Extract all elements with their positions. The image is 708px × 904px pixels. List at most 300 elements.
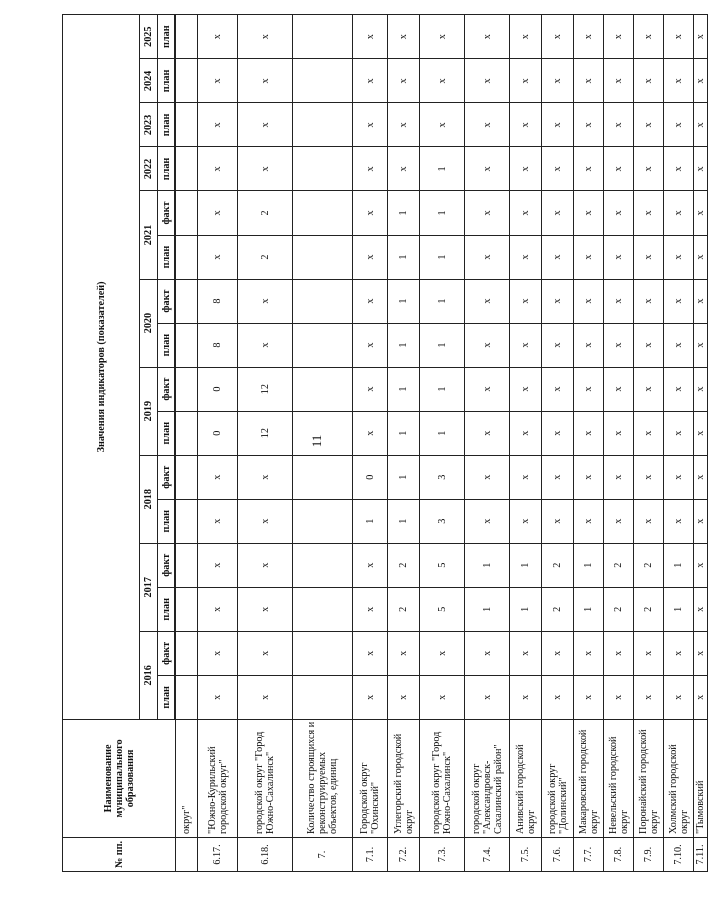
value-cell: х xyxy=(664,15,694,59)
row-number: 6.17. xyxy=(198,837,238,871)
value-cell: х xyxy=(465,279,510,323)
value-cell: х xyxy=(664,279,694,323)
value-cell: 1 xyxy=(420,323,465,367)
value-cell: х xyxy=(574,59,604,103)
value-cell: х xyxy=(634,367,664,411)
value-cell: х xyxy=(604,455,634,499)
value-cell: 8 xyxy=(198,279,238,323)
value-cell: 2 xyxy=(634,587,664,631)
value-cell: х xyxy=(604,499,634,543)
value-cell: х xyxy=(510,675,542,719)
value-cell: х xyxy=(694,455,708,499)
value-cell: х xyxy=(542,631,574,675)
value-cell: х xyxy=(238,455,293,499)
plan-fact-header: факт xyxy=(158,367,175,411)
value-cell xyxy=(176,279,198,323)
table-row xyxy=(664,15,694,872)
table-body xyxy=(176,15,708,872)
value-cell: х xyxy=(465,631,510,675)
value-cell: х xyxy=(694,191,708,235)
value-cell: х xyxy=(664,411,694,455)
value-cell: х xyxy=(353,147,388,191)
plan-fact-header: план xyxy=(158,59,175,103)
value-cell: х xyxy=(634,279,664,323)
year-header: 2022 xyxy=(140,147,158,191)
value-cell: х xyxy=(664,455,694,499)
year-header: 2017 xyxy=(140,543,158,631)
value-cell: х xyxy=(238,103,293,147)
row-name: городской округ "Город Южно-Сахалинск" xyxy=(420,719,465,837)
value-cell: 1 xyxy=(388,411,420,455)
value-cell: х xyxy=(694,15,708,59)
value-cell: х xyxy=(420,631,465,675)
plan-fact-header: план xyxy=(158,103,175,147)
row-name: городской округ "Александровск-Сахалинский район" xyxy=(465,719,510,837)
value-cell: х xyxy=(510,15,542,59)
value-cell: 1 xyxy=(420,235,465,279)
value-cell: х xyxy=(664,147,694,191)
value-cell: х xyxy=(238,587,293,631)
value-cell: х xyxy=(465,191,510,235)
value-cell xyxy=(293,103,353,147)
table-row xyxy=(634,15,664,872)
value-cell: х xyxy=(238,543,293,587)
value-cell: х xyxy=(574,455,604,499)
value-cell: 1 xyxy=(388,235,420,279)
value-cell: х xyxy=(574,411,604,455)
row-number: 7. xyxy=(293,837,353,871)
value-cell: х xyxy=(198,543,238,587)
value-cell: х xyxy=(353,279,388,323)
value-cell: х xyxy=(510,147,542,191)
value-cell: 2 xyxy=(238,191,293,235)
value-cell: х xyxy=(353,15,388,59)
value-cell: х xyxy=(634,675,664,719)
value-cell: х xyxy=(694,59,708,103)
plan-fact-header: план xyxy=(158,587,175,631)
value-cell: х xyxy=(353,59,388,103)
value-cell: х xyxy=(664,631,694,675)
value-cell xyxy=(293,543,353,587)
value-cell: х xyxy=(238,15,293,59)
row-number: 7.9. xyxy=(634,837,664,871)
row-number: 7.3. xyxy=(420,837,465,871)
value-cell: х xyxy=(353,675,388,719)
value-cell: х xyxy=(542,411,574,455)
value-cell xyxy=(176,147,198,191)
value-cell: х xyxy=(634,191,664,235)
value-cell: 2 xyxy=(388,543,420,587)
value-cell: х xyxy=(238,147,293,191)
plan-fact-header: факт xyxy=(158,631,175,675)
value-cell xyxy=(293,499,353,543)
value-cell xyxy=(176,59,198,103)
table-row xyxy=(353,15,388,872)
table-row xyxy=(388,15,420,872)
value-cell: х xyxy=(542,279,574,323)
value-cell: х xyxy=(353,323,388,367)
value-cell: х xyxy=(465,323,510,367)
value-cell: х xyxy=(465,103,510,147)
row-name: Холмский городской округ xyxy=(664,719,694,837)
value-cell xyxy=(293,235,353,279)
value-cell: х xyxy=(388,59,420,103)
value-cell: х xyxy=(420,675,465,719)
value-cell: х xyxy=(634,59,664,103)
value-cell: х xyxy=(510,235,542,279)
plan-fact-header: план xyxy=(158,15,175,59)
row-name: Количество строящихся и реконструируемых объектов, единиц xyxy=(293,719,353,837)
value-cell: 1 xyxy=(388,499,420,543)
value-cell: х xyxy=(420,103,465,147)
year-header: 2021 xyxy=(140,191,158,279)
value-cell: х xyxy=(694,147,708,191)
value-cell: х xyxy=(634,411,664,455)
year-header: 2024 xyxy=(140,59,158,103)
value-cell xyxy=(176,103,198,147)
page-number: 11 xyxy=(309,434,324,448)
row-name: Макаровский городской округ xyxy=(574,719,604,837)
value-cell: 1 xyxy=(465,543,510,587)
year-header: 2016 xyxy=(140,631,158,719)
value-cell: х xyxy=(510,411,542,455)
value-cell: х xyxy=(634,323,664,367)
value-cell: х xyxy=(604,15,634,59)
value-cell: 1 xyxy=(510,587,542,631)
table-row xyxy=(198,15,238,872)
value-cell: х xyxy=(198,15,238,59)
value-cell: х xyxy=(353,587,388,631)
value-cell: х xyxy=(238,499,293,543)
value-cell: 1 xyxy=(420,411,465,455)
value-cell: 0 xyxy=(198,367,238,411)
value-cell: х xyxy=(353,235,388,279)
value-cell: х xyxy=(198,103,238,147)
year-header: 2023 xyxy=(140,103,158,147)
row-number: 7.2. xyxy=(388,837,420,871)
value-cell: х xyxy=(353,103,388,147)
value-cell: х xyxy=(465,15,510,59)
value-cell xyxy=(176,455,198,499)
plan-fact-header: план xyxy=(158,411,175,455)
value-cell: х xyxy=(694,103,708,147)
value-cell xyxy=(293,323,353,367)
table-row xyxy=(542,15,574,872)
value-cell: х xyxy=(353,367,388,411)
value-cell xyxy=(176,543,198,587)
value-cell: х xyxy=(198,191,238,235)
value-cell: 3 xyxy=(420,455,465,499)
value-cell: х xyxy=(574,323,604,367)
row-name: Городской округ "Охинский" xyxy=(353,719,388,837)
value-cell: х xyxy=(694,323,708,367)
value-cell: х xyxy=(664,367,694,411)
value-cell xyxy=(293,279,353,323)
year-header: 2020 xyxy=(140,279,158,367)
value-cell: х xyxy=(634,455,664,499)
value-cell xyxy=(293,59,353,103)
value-cell: х xyxy=(694,279,708,323)
value-cell: х xyxy=(604,103,634,147)
value-cell: х xyxy=(510,279,542,323)
indicators-table xyxy=(62,14,708,872)
value-cell xyxy=(293,367,353,411)
value-cell: 2 xyxy=(634,543,664,587)
value-cell: 2 xyxy=(238,235,293,279)
value-cell: 1 xyxy=(388,323,420,367)
table-row xyxy=(604,15,634,872)
value-cell: х xyxy=(542,323,574,367)
value-cell xyxy=(293,15,353,59)
row-number: 7.7. xyxy=(574,837,604,871)
value-cell: х xyxy=(542,147,574,191)
value-cell: 1 xyxy=(420,279,465,323)
value-cell xyxy=(176,499,198,543)
plan-fact-header: план xyxy=(158,323,175,367)
value-cell: х xyxy=(238,323,293,367)
value-cell: х xyxy=(664,191,694,235)
value-cell: х xyxy=(542,191,574,235)
plan-fact-header: факт xyxy=(158,279,175,323)
plan-fact-header: факт xyxy=(158,455,175,499)
value-cell: х xyxy=(694,587,708,631)
value-cell xyxy=(293,191,353,235)
value-cell: 5 xyxy=(420,587,465,631)
value-cell: х xyxy=(465,147,510,191)
value-cell: х xyxy=(388,15,420,59)
value-cell: х xyxy=(510,367,542,411)
value-cell: 1 xyxy=(420,367,465,411)
value-cell xyxy=(176,631,198,675)
value-cell: 1 xyxy=(388,455,420,499)
value-cell: х xyxy=(574,103,604,147)
value-cell: 1 xyxy=(574,587,604,631)
value-cell: 0 xyxy=(198,411,238,455)
value-cell: х xyxy=(634,15,664,59)
table-row xyxy=(465,15,510,872)
value-cell: 1 xyxy=(664,587,694,631)
row-name: "Южно-Курильский городской округ" xyxy=(198,719,238,837)
value-cell: х xyxy=(238,631,293,675)
value-cell: х xyxy=(510,631,542,675)
value-cell: х xyxy=(353,191,388,235)
value-cell: х xyxy=(198,587,238,631)
value-cell: 2 xyxy=(604,543,634,587)
value-cell: х xyxy=(664,103,694,147)
rotated-table-container xyxy=(62,14,706,872)
indicators-header: Значения индикаторов (показателей) xyxy=(63,15,140,720)
value-cell: х xyxy=(198,631,238,675)
value-cell: х xyxy=(198,147,238,191)
table-row xyxy=(510,15,542,872)
value-cell xyxy=(176,235,198,279)
value-cell: х xyxy=(574,235,604,279)
table-row xyxy=(176,15,198,872)
value-cell: х xyxy=(574,147,604,191)
plan-fact-header: план xyxy=(158,675,175,719)
value-cell: х xyxy=(388,675,420,719)
value-cell: х xyxy=(510,59,542,103)
value-cell: х xyxy=(604,367,634,411)
value-cell: х xyxy=(420,59,465,103)
value-cell: х xyxy=(574,631,604,675)
value-cell: 8 xyxy=(198,323,238,367)
year-header: 2018 xyxy=(140,455,158,543)
value-cell xyxy=(293,675,353,719)
plan-fact-header: план xyxy=(158,147,175,191)
value-cell: х xyxy=(510,323,542,367)
value-cell: х xyxy=(664,675,694,719)
value-cell: х xyxy=(542,59,574,103)
value-cell: х xyxy=(388,103,420,147)
value-cell xyxy=(176,411,198,455)
value-cell: х xyxy=(542,367,574,411)
value-cell: х xyxy=(465,235,510,279)
value-cell: х xyxy=(694,675,708,719)
plan-fact-header: план xyxy=(158,499,175,543)
value-cell: 1 xyxy=(420,147,465,191)
value-cell: х xyxy=(634,631,664,675)
value-cell: х xyxy=(238,675,293,719)
row-name: Невельский городской округ xyxy=(604,719,634,837)
row-number: 7.5. xyxy=(510,837,542,871)
value-cell: 1 xyxy=(388,367,420,411)
row-number: 7.1. xyxy=(353,837,388,871)
value-cell: 2 xyxy=(388,587,420,631)
value-cell: х xyxy=(694,543,708,587)
year-header: 2025 xyxy=(140,15,158,59)
name-header: Наименование муниципального образования xyxy=(63,719,176,837)
value-cell: 5 xyxy=(420,543,465,587)
value-cell: х xyxy=(542,235,574,279)
value-cell: х xyxy=(510,103,542,147)
table-row xyxy=(694,15,708,872)
plan-fact-header: факт xyxy=(158,191,175,235)
value-cell: х xyxy=(694,631,708,675)
value-cell: х xyxy=(604,631,634,675)
value-cell: 1 xyxy=(420,191,465,235)
value-cell xyxy=(176,323,198,367)
value-cell: х xyxy=(353,631,388,675)
row-number: 7.11. xyxy=(694,837,708,871)
value-cell: х xyxy=(465,367,510,411)
value-cell: 12 xyxy=(238,411,293,455)
value-cell: х xyxy=(694,411,708,455)
value-cell xyxy=(176,587,198,631)
value-cell: х xyxy=(353,411,388,455)
value-cell: х xyxy=(465,59,510,103)
value-cell: х xyxy=(574,499,604,543)
value-cell xyxy=(176,367,198,411)
value-cell: х xyxy=(604,147,634,191)
value-cell: 3 xyxy=(420,499,465,543)
value-cell: х xyxy=(198,675,238,719)
row-name: "Тымовский xyxy=(694,719,708,837)
value-cell: х xyxy=(542,103,574,147)
row-name: округ" xyxy=(176,719,198,837)
value-cell: х xyxy=(465,675,510,719)
value-cell: х xyxy=(510,499,542,543)
value-cell: х xyxy=(694,235,708,279)
value-cell: х xyxy=(510,455,542,499)
value-cell: х xyxy=(604,59,634,103)
table-row xyxy=(574,15,604,872)
value-cell: х xyxy=(604,191,634,235)
table-row xyxy=(293,15,353,872)
row-number: 7.6. xyxy=(542,837,574,871)
value-cell: х xyxy=(465,455,510,499)
row-name: городской округ "Долинский" xyxy=(542,719,574,837)
value-cell: 1 xyxy=(465,587,510,631)
row-name: Поронайский городской округ xyxy=(634,719,664,837)
value-cell: х xyxy=(664,59,694,103)
value-cell: х xyxy=(353,543,388,587)
value-cell: 1 xyxy=(664,543,694,587)
value-cell: х xyxy=(694,367,708,411)
value-cell: х xyxy=(604,411,634,455)
value-cell: 2 xyxy=(604,587,634,631)
value-cell: 12 xyxy=(238,367,293,411)
value-cell: х xyxy=(634,235,664,279)
value-cell: х xyxy=(238,279,293,323)
value-cell: х xyxy=(574,279,604,323)
value-cell: х xyxy=(604,235,634,279)
value-cell xyxy=(293,147,353,191)
year-header: 2019 xyxy=(140,367,158,455)
value-cell: 2 xyxy=(542,587,574,631)
value-cell: х xyxy=(198,455,238,499)
value-cell: х xyxy=(574,367,604,411)
value-cell: х xyxy=(465,499,510,543)
value-cell xyxy=(293,587,353,631)
row-number: 7.4. xyxy=(465,837,510,871)
value-cell: х xyxy=(634,103,664,147)
value-cell xyxy=(293,631,353,675)
row-number: 7.10. xyxy=(664,837,694,871)
value-cell: х xyxy=(604,675,634,719)
row-name: Углегорский городской округ xyxy=(388,719,420,837)
value-cell: 1 xyxy=(388,279,420,323)
value-cell: 0 xyxy=(353,455,388,499)
value-cell: х xyxy=(542,499,574,543)
row-number xyxy=(176,837,198,871)
value-cell: х xyxy=(604,279,634,323)
value-cell: х xyxy=(465,411,510,455)
table-row xyxy=(420,15,465,872)
value-cell: х xyxy=(238,59,293,103)
value-cell: х xyxy=(664,499,694,543)
value-cell: х xyxy=(604,323,634,367)
value-cell xyxy=(176,675,198,719)
value-cell: х xyxy=(542,675,574,719)
value-cell: х xyxy=(198,499,238,543)
value-cell: х xyxy=(542,455,574,499)
value-cell xyxy=(176,15,198,59)
value-cell: х xyxy=(694,499,708,543)
value-cell: 1 xyxy=(353,499,388,543)
value-cell: х xyxy=(542,15,574,59)
value-cell: х xyxy=(664,323,694,367)
table-row xyxy=(238,15,293,872)
value-cell: х xyxy=(574,15,604,59)
value-cell: х xyxy=(388,631,420,675)
row-number: 7.8. xyxy=(604,837,634,871)
row-name: Анивский городской округ xyxy=(510,719,542,837)
value-cell: х xyxy=(574,675,604,719)
value-cell: х xyxy=(198,59,238,103)
value-cell: х xyxy=(510,191,542,235)
value-cell: х xyxy=(634,499,664,543)
